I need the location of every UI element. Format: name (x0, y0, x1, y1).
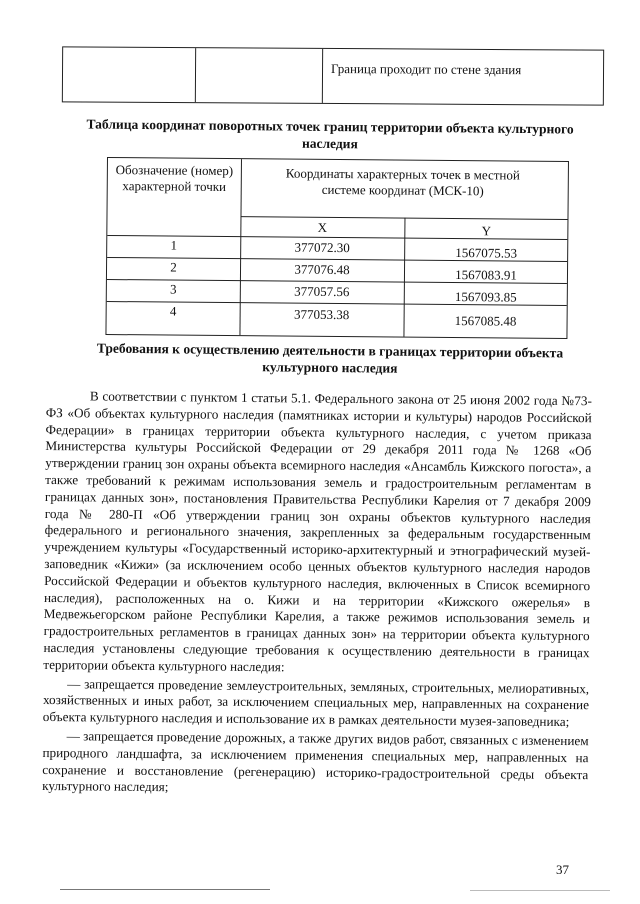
table-cell-empty (196, 48, 323, 103)
main-paragraph: В соответствии с пунктом 1 статьи 5.1. Федерального закона от 25 июня 2002 года №73-ФЗ «Об объектах культурного наследия (памятниках истории и культуры) народов Российской Федерации» в границах территории объекта культурного наследия, с учетом приказа Министерства культуры Российской Федерации от 29 декабря 2011 года № 1268 «Об утверждении границ зон охраны объекта всемирного наследия «Ансамбль Кижского погоста», а также требований к режимам использования земель и градостроительным регламентам в границах данных зон», постановления Правительства Республики Карелия от 7 декабря 2009 года № 280-П «Об утверждении границ зон охраны объектов культурного наследия федерального и регионального значения, закрепленных за федеральным государственным учреждением культуры «Государственный историко-архитектурный и этнографический музей-заповедник «Кижи» (за исключением особо ценных объектов культурного наследия народов Российской Федерации и объектов культурного наследия, включенных в Список всемирного наследия), расположенных на о. Кижи и на территории «Кижского ожерелья» в Медвежьегорском районе Республики Карелия, а также режимов использования земель и градостроительных регламентов в границах данных зон» на территории объекта культурного наследия установлены следующие требования к осуществлению деятельности в границах территории объекта культурного наследия: (43, 388, 592, 675)
table-cell-point: 3 (170, 281, 177, 297)
coordinates-table-title: Таблица координат поворотных точек границ территории объекта культурного наследия (86, 116, 574, 152)
table-cell-y: 1567075.53 (455, 245, 518, 261)
table-cell-y: 1567083.91 (455, 267, 517, 283)
table-cell-y: 1567085.48 (454, 313, 517, 329)
requirements-title: Требования к осуществлению деятельности в границах территории объекта культурного наследия (96, 340, 564, 376)
page-number: 37 (556, 862, 569, 877)
scan-edge-line (60, 889, 270, 890)
requirements-body (42, 388, 592, 800)
table-cell-point: 1 (170, 237, 178, 253)
requirement-item: — запрещается проведение землеустроительных, земляных, строительных, мелиоративных, хозяйственных и иных работ, за исключением специальных мер, направленных на сохранение объекта культурного наследия и использование их в рамках деятельности музея-заповедника; (42, 675, 590, 730)
table-cell-x: 377057.56 (294, 283, 350, 300)
table-cell-x: 377072.30 (294, 239, 350, 256)
header-coords-cell: Координаты характерных точек в местной системе координат (МСК-10) (285, 165, 520, 199)
table-cell-empty (63, 47, 196, 102)
header-point-cell: Обозначение (номер) характерной точки (115, 162, 234, 195)
requirement-item: — запрещается проведение дорожных, а также других видов работ, связанных с изменением природного ландшафта, за исключением применения специальных мер, направленных на сохранение и восстановление (регенерацию) историко-градостроительной среды объекта культурного наследия; (42, 728, 589, 795)
header-y-cell: Y (481, 223, 492, 239)
boundary-description-cell: Граница проходит по стене здания (331, 60, 522, 78)
scan-edge-line (470, 890, 610, 891)
table-cell-y: 1567093.85 (454, 289, 517, 305)
table-cell-x: 377053.38 (293, 306, 350, 323)
table-cell-point: 2 (170, 259, 177, 275)
coordinates-table (105, 157, 569, 339)
header-x-cell: X (317, 219, 328, 235)
table-cell-x: 377076.48 (294, 261, 350, 278)
boundary-table-fragment (62, 46, 604, 105)
table-cell-point: 4 (169, 303, 177, 319)
